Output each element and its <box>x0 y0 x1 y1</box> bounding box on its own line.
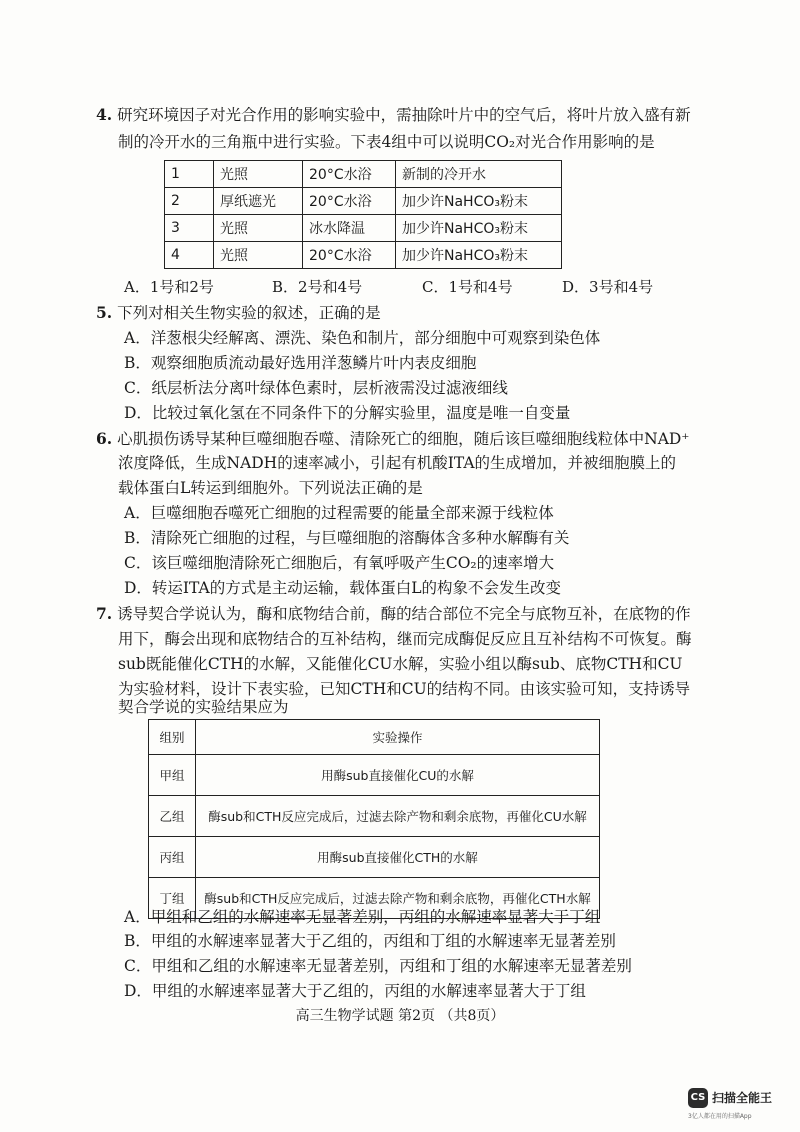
q7-operation-cell: 用酶sub直接催化CTH的水解 <box>196 837 600 878</box>
camscanner-logo-icon: CS <box>688 1088 708 1108</box>
q4-table-cell: 光照 <box>214 161 303 188</box>
q7-line4: 为实验材料，设计下表实验，已知CTH和CU的结构不同。由该实验可知，支持诱导 <box>118 680 691 698</box>
q6-option-a: A．巨噬细胞吞噬死亡细胞的过程需要的能量全部来源于线粒体 <box>124 504 554 522</box>
q4-table-cell: 4 <box>165 242 214 269</box>
q6-line1 <box>96 428 690 450</box>
q4-table-cell: 厚纸遮光 <box>214 188 303 215</box>
q7-text-1: 诱导契合学说认为，酶和底物结合前，酶的结合部位不完全与底物互补，在底物的作 <box>117 605 691 623</box>
q4-table-cell: 2 <box>165 188 214 215</box>
q5-number: 5. <box>96 303 113 322</box>
q7-option-a: A．甲组和乙组的水解速率无显著差别，丙组的水解速率显著大于丁组 <box>124 908 601 926</box>
q5-text: 下列对相关生物实验的叙述，正确的是 <box>117 304 381 322</box>
q6-line2: 浓度降低，生成NADH的速率减小，引起有机酸ITA的生成增加，并被细胞膜上的 <box>118 454 677 472</box>
q7-group-cell: 丁组 <box>149 878 196 919</box>
q6-text-1: 心肌损伤诱导某种巨噬细胞吞噬、清除死亡的细胞，随后该巨噬细胞线粒体中NAD⁺ <box>117 430 690 448</box>
q5-option-d: D．比较过氧化氢在不同条件下的分解实验里，温度是唯一自变量 <box>124 404 571 422</box>
q7-line5: 契合学说的实验结果应为 <box>118 698 289 716</box>
q7-header-operation: 实验操作 <box>196 720 600 755</box>
q7-option-d: D．甲组的水解速率显著大于乙组的，丙组的水解速率显著大于丁组 <box>124 982 586 1000</box>
q4-table-row <box>165 242 562 269</box>
q4-option-c: C．1号和4号 <box>422 278 513 296</box>
q5-option-c: C．纸层析法分离叶绿体色素时，层析液需没过滤液细线 <box>124 379 508 397</box>
q7-operation-cell: 酶sub和CTH反应完成后，过滤去除产物和剩余底物，再催化CU水解 <box>196 796 600 837</box>
q5-option-b: B．观察细胞质流动最好选用洋葱鳞片叶内表皮细胞 <box>124 354 477 372</box>
q7-group-cell: 丙组 <box>149 837 196 878</box>
q4-option-b: B．2号和4号 <box>272 278 363 296</box>
q7-table-row <box>149 796 600 837</box>
q7-table-row <box>149 837 600 878</box>
q7-line3: sub既能催化CTH的水解，又能催化CU水解，实验小组以酶sub、底物CTH和CU <box>118 655 683 673</box>
page-footer: 高三生物学试题 第2页 （共8页） <box>295 1008 505 1024</box>
q7-operation-cell: 用酶sub直接催化CU的水解 <box>196 755 600 796</box>
q4-table-cell: 20°C水浴 <box>303 242 396 269</box>
q4-table-cell: 光照 <box>214 215 303 242</box>
watermark-name: 扫描全能王 <box>712 1091 773 1105</box>
q4-table-cell: 1 <box>165 161 214 188</box>
q4-table-row <box>165 188 562 215</box>
q5-stem <box>96 302 381 324</box>
q7-table-row <box>149 755 600 796</box>
q4-table-row <box>165 215 562 242</box>
q7-line2: 用下，酶会出现和底物结合的互补结构，继而完成酶促反应且互补结构不可恢复。酶 <box>118 630 692 648</box>
q4-line1 <box>96 104 691 126</box>
q5-option-a: A．洋葱根尖经解离、漂洗、染色和制片，部分细胞中可观察到染色体 <box>124 329 601 347</box>
q4-table-cell: 加少许NaHCO₃粉末 <box>396 188 562 215</box>
q4-table-cell: 3 <box>165 215 214 242</box>
q4-option-d: D．3号和4号 <box>562 278 654 296</box>
q7-number: 7. <box>96 604 113 623</box>
q4-table-cell: 20°C水浴 <box>303 161 396 188</box>
q6-option-c: C．该巨噬细胞清除死亡细胞后，有氧呼吸产生CO₂的速率增大 <box>124 554 555 572</box>
q7-line1 <box>96 603 691 625</box>
q4-table-cell: 新制的冷开水 <box>396 161 562 188</box>
q4-option-a: A．1号和2号 <box>124 278 214 296</box>
q4-table-cell: 加少许NaHCO₃粉末 <box>396 215 562 242</box>
q6-option-d: D．转运ITA的方式是主动运输，载体蛋白L的构象不会发生改变 <box>124 579 562 597</box>
q4-table-cell: 光照 <box>214 242 303 269</box>
q4-table <box>164 160 562 269</box>
q7-option-b: B．甲组的水解速率显著大于乙组的，丙组和丁组的水解速率无显著差别 <box>124 932 616 950</box>
q7-operation-cell: 酶sub和CTH反应完成后，过滤去除产物和剩余底物，再催化CTH水解 <box>196 878 600 919</box>
q4-table-cell: 加少许NaHCO₃粉末 <box>396 242 562 269</box>
q4-number: 4. <box>96 105 113 124</box>
q7-option-c: C．甲组和乙组的水解速率无显著差别，丙组和丁组的水解速率无显著差别 <box>124 957 632 975</box>
q7-table <box>148 719 600 919</box>
q6-line3: 载体蛋白L转运到细胞外。下列说法正确的是 <box>118 479 423 497</box>
q6-option-b: B．清除死亡细胞的过程，与巨噬细胞的溶酶体含多种水解酶有关 <box>124 529 570 547</box>
q4-text-1: 研究环境因子对光合作用的影响实验中，需抽除叶片中的空气后，将叶片放入盛有新 <box>117 106 691 124</box>
camscanner-watermark <box>684 1083 796 1123</box>
q6-number: 6. <box>96 429 113 448</box>
q4-table-cell: 20°C水浴 <box>303 188 396 215</box>
q4-table-row <box>165 161 562 188</box>
watermark-tagline: 3亿人都在用的扫描App <box>688 1113 752 1120</box>
q4-table-cell: 冰水降温 <box>303 215 396 242</box>
q7-group-cell: 甲组 <box>149 755 196 796</box>
q4-line2: 制的冷开水的三角瓶中进行实验。下表4组中可以说明CO₂对光合作用影响的是 <box>118 133 655 151</box>
q7-group-cell: 乙组 <box>149 796 196 837</box>
q7-table-header <box>149 720 600 755</box>
q7-header-group: 组别 <box>149 720 196 755</box>
